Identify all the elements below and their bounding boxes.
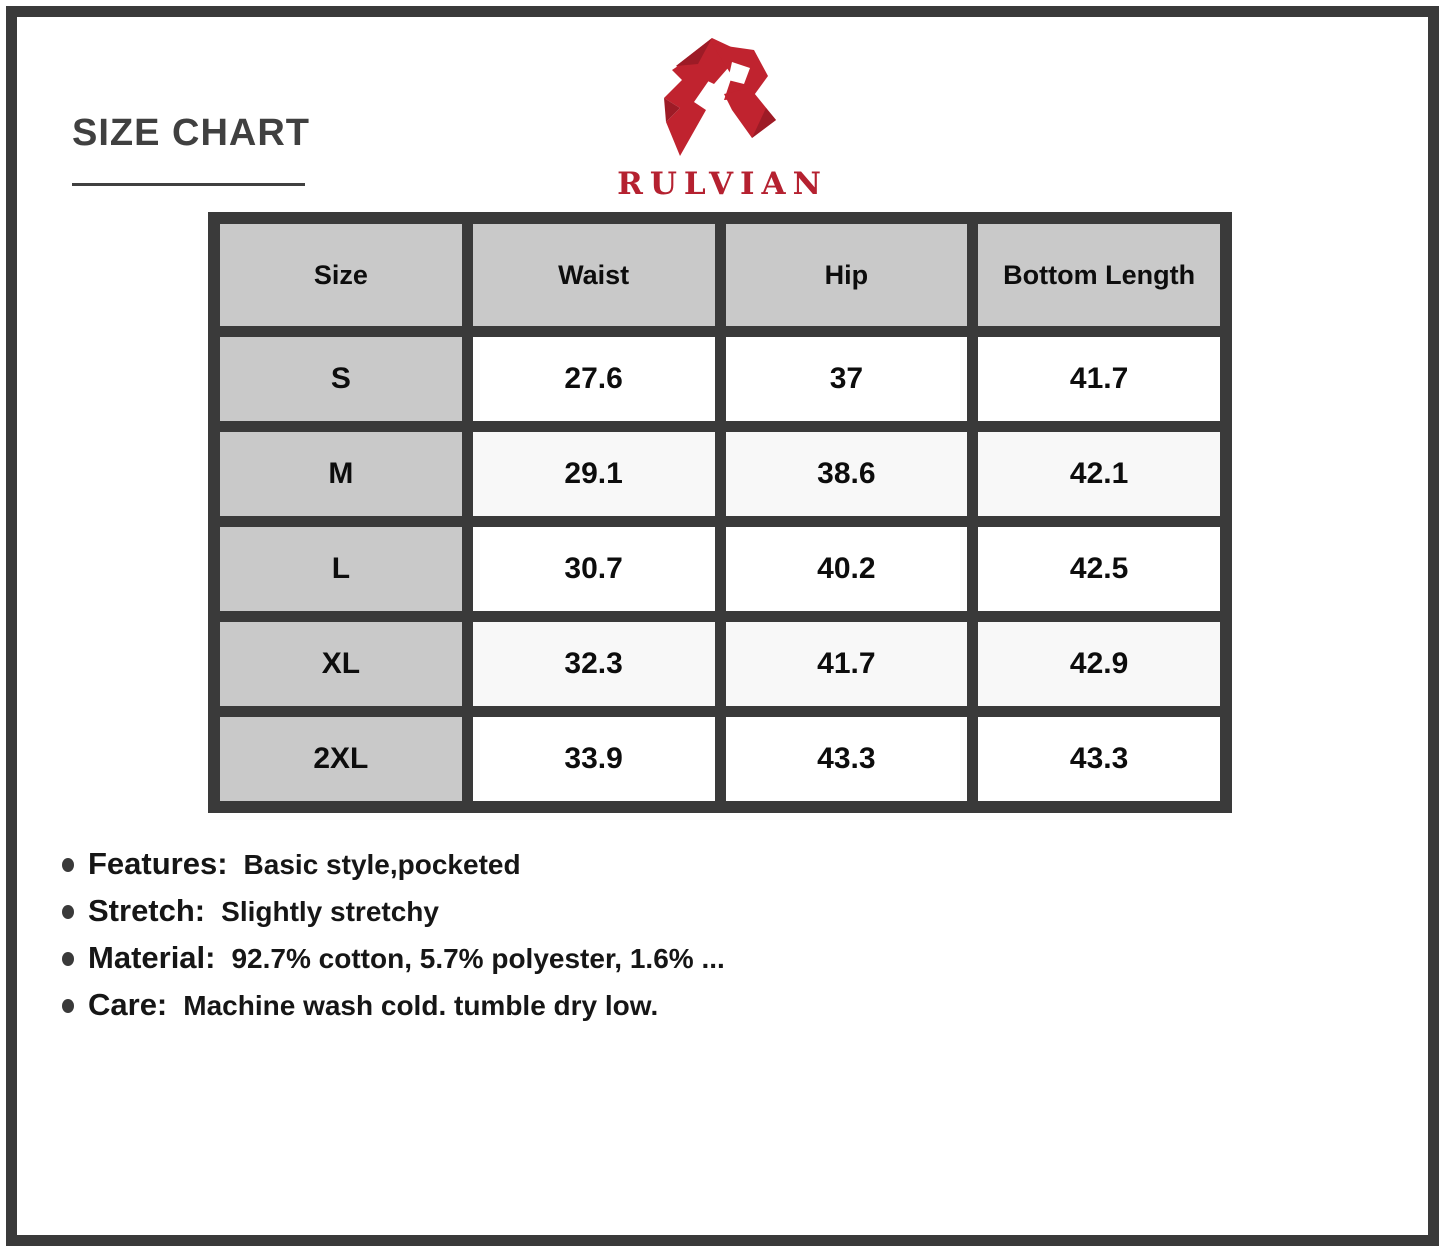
table-cell-bottom-length: 43.3 xyxy=(978,717,1220,801)
table-row-size-label: XL xyxy=(220,622,462,706)
table-cell-hip: 41.7 xyxy=(726,622,968,706)
table-cell-hip: 38.6 xyxy=(726,432,968,516)
detail-label: Material: xyxy=(88,940,216,975)
table-header-bottom-length: Bottom Length xyxy=(978,224,1220,326)
bullet-icon xyxy=(62,858,74,872)
table-cell-bottom-length: 41.7 xyxy=(978,337,1220,421)
table-row-size-label: L xyxy=(220,527,462,611)
detail-value: Machine wash cold. tumble dry low. xyxy=(183,990,659,1021)
product-details-list xyxy=(62,846,725,1025)
size-chart-table xyxy=(208,212,1232,813)
detail-item-material xyxy=(62,940,725,978)
table-cell-hip: 43.3 xyxy=(726,717,968,801)
table-row-size-label: S xyxy=(220,337,462,421)
detail-item-stretch xyxy=(62,893,725,931)
table-cell-waist: 32.3 xyxy=(473,622,715,706)
detail-value: Basic style,pocketed xyxy=(243,849,521,880)
bullet-icon xyxy=(62,905,74,919)
table-row-size-label: M xyxy=(220,432,462,516)
table-cell-waist: 30.7 xyxy=(473,527,715,611)
table-cell-waist: 33.9 xyxy=(473,717,715,801)
detail-label: Stretch: xyxy=(88,893,206,928)
detail-value: 92.7% cotton, 5.7% polyester, 1.6% ... xyxy=(231,943,725,974)
brand-logo xyxy=(593,36,853,202)
table-header-size: Size xyxy=(220,224,462,326)
table-cell-bottom-length: 42.5 xyxy=(978,527,1220,611)
table-header-waist: Waist xyxy=(473,224,715,326)
table-cell-bottom-length: 42.1 xyxy=(978,432,1220,516)
bullet-icon xyxy=(62,999,74,1013)
detail-label: Care: xyxy=(88,987,168,1022)
detail-item-features xyxy=(62,846,725,884)
bullet-icon xyxy=(62,952,74,966)
table-cell-hip: 40.2 xyxy=(726,527,968,611)
table-header-hip: Hip xyxy=(726,224,968,326)
detail-item-care xyxy=(62,987,725,1025)
title-underline xyxy=(72,183,305,186)
detail-label: Features: xyxy=(88,846,228,881)
page-title: SIZE CHART xyxy=(72,112,310,154)
table-row-size-label: 2XL xyxy=(220,717,462,801)
detail-value: Slightly stretchy xyxy=(221,896,439,927)
brand-wordmark: RULVIAN xyxy=(617,166,828,202)
table-cell-waist: 29.1 xyxy=(473,432,715,516)
table-cell-bottom-length: 42.9 xyxy=(978,622,1220,706)
table-cell-waist: 27.6 xyxy=(473,337,715,421)
table-cell-hip: 37 xyxy=(726,337,968,421)
angular-r-logo-icon xyxy=(647,36,799,162)
